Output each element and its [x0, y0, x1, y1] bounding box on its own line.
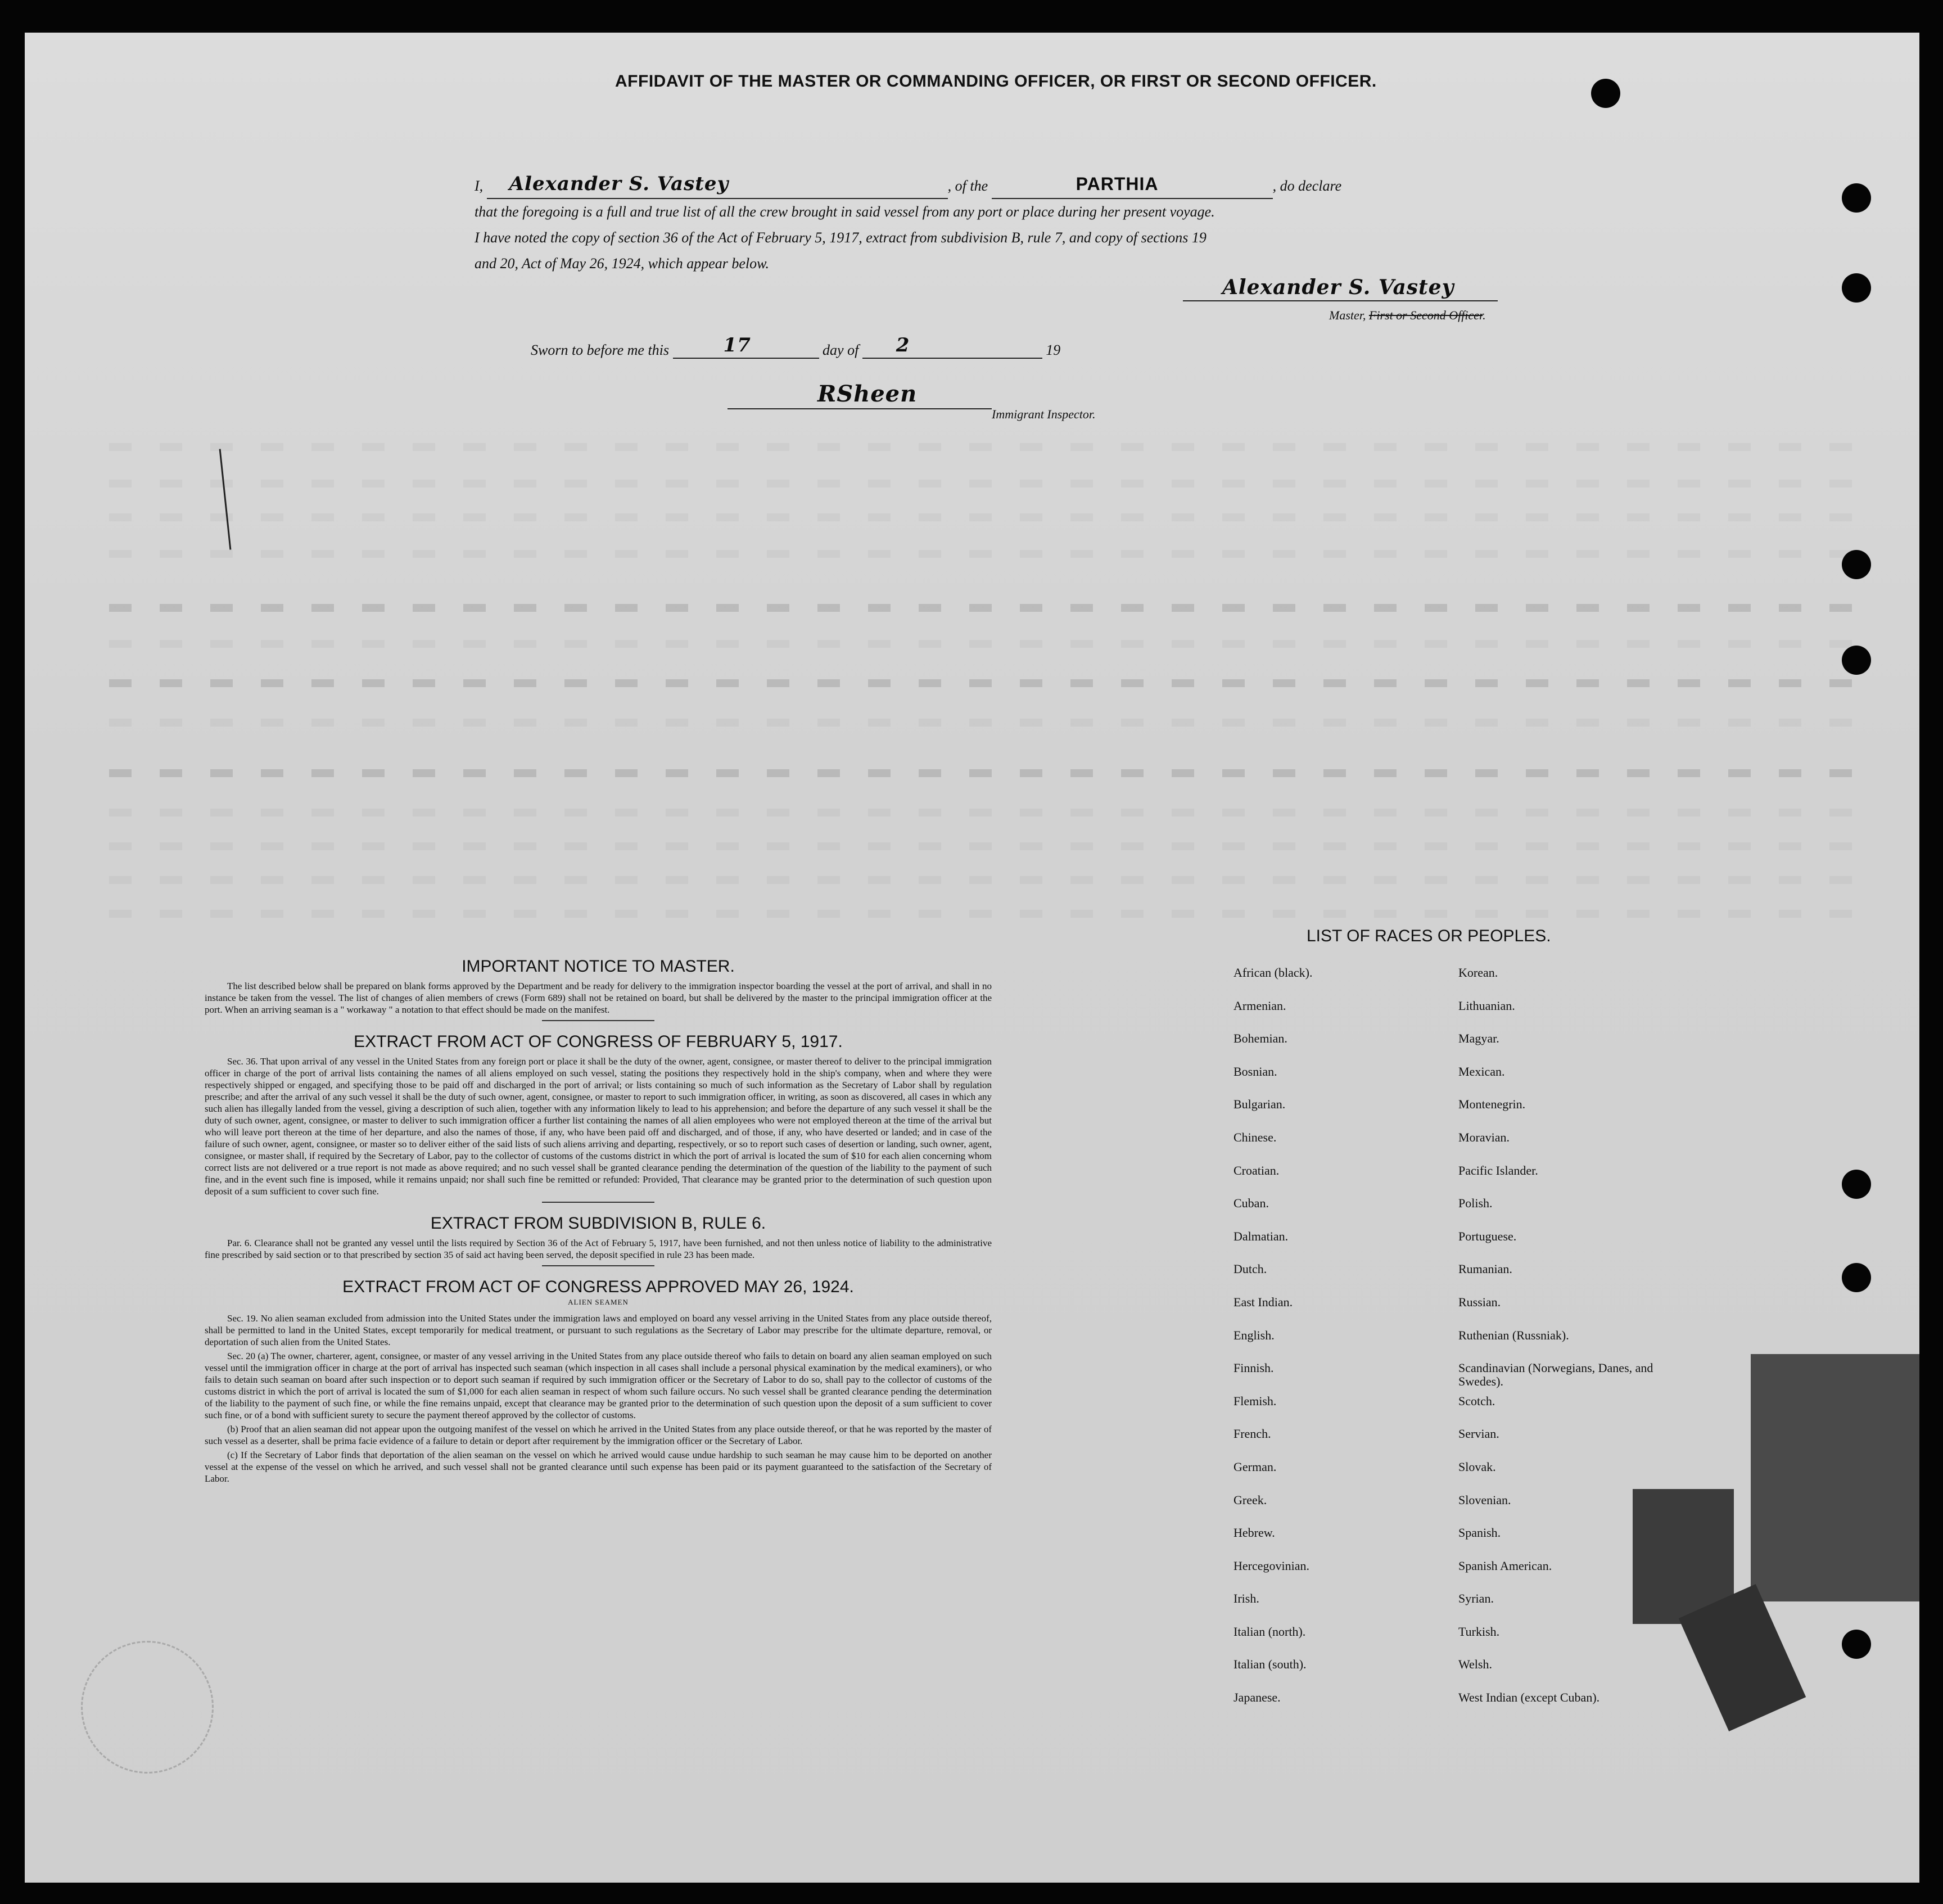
- punch-hole: [1842, 273, 1871, 303]
- race-item: Slovenian.: [1458, 1492, 1511, 1507]
- race-item: Flemish.: [1233, 1393, 1277, 1408]
- race-item: German.: [1233, 1459, 1277, 1474]
- race-item: Lithuanian.: [1458, 998, 1515, 1013]
- master-signature-line: [1183, 269, 1498, 301]
- race-item: Spanish American.: [1458, 1558, 1552, 1573]
- race-item: West Indian (except Cuban).: [1458, 1690, 1600, 1705]
- bleed-through-row: [109, 513, 1852, 521]
- day-field: [673, 334, 819, 359]
- master-name-field: [487, 173, 948, 199]
- day-handwriting: 17: [723, 334, 751, 357]
- race-item: Greek.: [1233, 1492, 1267, 1507]
- affidavit-title: AFFIDAVIT OF THE MASTER OR COMMANDING OFFICER, OR FIRST OR SECOND OFFICER.: [615, 72, 1377, 91]
- day-of-label: day of: [823, 342, 859, 358]
- punch-hole: [1842, 646, 1871, 675]
- divider: [542, 1202, 654, 1203]
- race-item: Italian (south).: [1233, 1657, 1307, 1672]
- sec20a-body: Sec. 20 (a) The owner, charterer, agent, consignee, or master of any vessel arriving in the United States from any place outside thereof who fails to detain on board any alien seaman employed on such vessel until the immigration officer in charge at the port of arrival has inspected such seaman (which inspection in all cases shall include a personal physical examination by the medical examiners), or who fails to detain such seaman on board after such inspection or to deport such seaman if required by such immigration officer or the Secretary of Labor to do so, shall pay to the collector of customs of the customs district in which the port of arrival is located the sum of $1,000 for each alien seaman in respect of whom such failure occurs. No such vessel shall be granted clearance pending the determination of the liability to the payment of such fine, or while the fine remains unpaid, except that clearance may be granted prior to the determination of such question upon the deposit of a sum sufficient to cover such fine, or of a bond with sufficient surety to secure the payment thereof approved by the collector of customs.: [205, 1351, 992, 1420]
- race-item: Korean.: [1458, 965, 1498, 980]
- bleed-through-row: [109, 550, 1852, 558]
- race-item: Scandinavian (Norwegians, Danes, and Swedes).: [1458, 1361, 1653, 1389]
- race-item: Cuban.: [1233, 1196, 1269, 1211]
- punch-hole: [1591, 79, 1620, 108]
- vessel-field: [992, 174, 1273, 199]
- race-item: Scotch.: [1458, 1393, 1495, 1408]
- faint-seal-stamp: [81, 1641, 214, 1774]
- pencil-mark: [219, 449, 232, 549]
- bleed-through-row: [109, 604, 1852, 612]
- affidavit-line-2: that the foregoing is a full and true list of all the crew brought in said vessel from any port or place during her present voyage.: [475, 204, 1215, 220]
- race-item: Bohemian.: [1233, 1031, 1287, 1046]
- punch-hole: [1842, 1630, 1871, 1659]
- race-item: Turkish.: [1458, 1624, 1500, 1639]
- sworn-line: [531, 334, 1061, 359]
- bleed-through-row: [109, 842, 1852, 850]
- punch-hole: [1842, 550, 1871, 579]
- race-item: Bulgarian.: [1233, 1097, 1286, 1112]
- bleed-through-row: [109, 876, 1852, 884]
- master-label: Master, First or Second Officer.: [1329, 308, 1486, 322]
- race-item: Japanese.: [1233, 1690, 1281, 1705]
- bleed-through-row: [109, 480, 1852, 488]
- race-item: French.: [1233, 1427, 1271, 1441]
- race-item: Dutch.: [1233, 1262, 1267, 1276]
- race-item: Mexican.: [1458, 1064, 1505, 1079]
- month-handwriting: 2: [896, 334, 910, 357]
- affidavit-line-3: I have noted the copy of section 36 of the Act of February 5, 1917, extract from subdivision B, rule 7, and copy of sections 19: [475, 229, 1207, 246]
- bleed-through-row: [109, 679, 1852, 687]
- sec20b-body: (b) Proof that an alien seaman did not appear upon the outgoing manifest of the vessel on which he arrived in the United States from any place outside thereof, or that he was reported by the master of such vessel as a deserter, shall be prima facie evidence of a failure to detain or deport after requirement by the immigration officer or the Secretary of Labor.: [205, 1424, 992, 1446]
- do-declare-label: , do declare: [1272, 178, 1342, 194]
- race-item: Croatian.: [1233, 1163, 1280, 1177]
- document-page: [25, 33, 1919, 1883]
- race-item: Polish.: [1458, 1196, 1493, 1211]
- divider: [542, 1020, 654, 1021]
- race-item: Spanish.: [1458, 1526, 1501, 1540]
- race-item: Pacific Islander.: [1458, 1163, 1538, 1177]
- extract-1924-title: EXTRACT FROM ACT OF CONGRESS APPROVED MAY 26, 1924.: [342, 1278, 854, 1296]
- race-item: Irish.: [1233, 1591, 1259, 1606]
- race-item: Finnish.: [1233, 1361, 1274, 1375]
- divider: [542, 1265, 654, 1266]
- notice-title: IMPORTANT NOTICE TO MASTER.: [462, 957, 735, 976]
- race-item: Hercegovinian.: [1233, 1558, 1309, 1573]
- important-notice: [205, 957, 992, 1487]
- race-item: Welsh.: [1458, 1657, 1492, 1672]
- race-item: Italian (north).: [1233, 1624, 1306, 1639]
- race-item: African (black).: [1233, 965, 1313, 980]
- extract-1924-subtitle: ALIEN SEAMEN: [568, 1298, 629, 1306]
- struck-officer-label: First or Second Officer: [1368, 308, 1483, 322]
- races-column-1: [1233, 966, 1470, 1724]
- sec20c-body: (c) If the Secretary of Labor finds that deportation of the alien seaman on the vessel on which he arrived would cause undue hardship to such seaman he may cause him to be deported on another vessel at the expense of the vessel on which he arrived, and such vessel shall not be granted clearance until such expense has been paid or its payment guaranteed to the satisfaction of the Secretary of Labor.: [205, 1450, 992, 1484]
- race-item: English.: [1233, 1328, 1275, 1342]
- race-item: Bosnian.: [1233, 1064, 1277, 1079]
- punch-hole: [1842, 1170, 1871, 1199]
- affidavit-i: I,: [475, 178, 484, 194]
- extract-1917-title: EXTRACT FROM ACT OF CONGRESS OF FEBRUARY 5, 1917.: [354, 1032, 843, 1051]
- extract-rule6-body: Par. 6. Clearance shall not be granted any vessel until the lists required by Section 36 of the Act of February 5, 1917, have been furnished, and not then unless notice of liability to the administrative fine prescribed by said section or to that prescribed by section 35 of said act having been served, the deposit specified in rule 23 has been made.: [205, 1238, 992, 1260]
- bleed-through-row: [109, 443, 1852, 451]
- year-prefix: 19: [1046, 342, 1061, 358]
- inspector-signature: RSheen: [817, 381, 918, 407]
- race-item: Moravian.: [1458, 1130, 1510, 1144]
- bleed-through-row: [109, 719, 1852, 727]
- month-field: [862, 334, 1042, 359]
- sec19-body: Sec. 19. No alien seaman excluded from admission into the United States under the immigration laws and employed on board any vessel arriving in the United States from any place outside thereof, shall be permitted to land in the United States, except temporarily for medical treatment, or pursuant to such regulations as the Secretary of Labor may prescribe for the ultimate departure, removal, or deportation of such alien from the United States.: [205, 1313, 992, 1347]
- race-item: Dalmatian.: [1233, 1229, 1289, 1243]
- race-item: Syrian.: [1458, 1591, 1494, 1606]
- race-item: Servian.: [1458, 1427, 1499, 1441]
- master-name-handwriting: Alexander S. Vastey: [509, 173, 729, 195]
- master-label-text: Master,: [1329, 308, 1366, 322]
- extract-1917-body: Sec. 36. That upon arrival of any vessel in the United States from any foreign port or place it shall be the duty of the owner, agent, consignee, or master thereof to deliver to the principal immigration officer in charge of the port of arrival lists containing the names of all aliens employed on such vessel, stating the positions they respectively hold in the ship's company, when and where they were respectively shipped or engaged, and specifying those to be paid off and discharged in the port of arrival; or lists containing so much of such information as the Secretary of Labor shall by regulation prescribe; and after the arrival of any such vessel it shall be the duty of such owner, agent, consignee, or master to report to such immigration officer, in writing, as soon as discovered, all cases in which any such alien has illegally landed from the vessel, giving a description of such alien, together with any information likely to lead to his apprehension; and before the departure of any such vessel it shall be the duty of such owner, agent, consignee, or master to deliver to such immigration officer a further list containing the names of all alien employees who were not employed thereon at the time of the arrival but who will leave port thereon at the time of her departure, and also the names of those, if any, who have been paid off and discharged, and of those, if any, who have deserted or landed; and in case of the failure of such owner, agent, consignee, or master so to deliver either of the said lists of such aliens arriving and departing, respectively, or so to report such cases of desertion or landing, such owner, agent, consignee, or master shall, if required by the Secretary of Labor, pay to the collector of customs of the customs district in which the port of arrival is located the sum of $10 for each alien concerning whom correct lists are not delivered or a true report is not made as above required; and no such vessel shall be granted clearance pending the determination of the question of the liability to the payment of such fine, and in the event such fine is imposed, while it remains unpaid; nor shall such fine be remitted or refunded: Provided, That clearance may be granted prior to the determination of such question upon deposit of a sum sufficient to cover such fine.: [205, 1056, 992, 1197]
- vessel-name: PARTHIA: [1076, 174, 1159, 194]
- race-item: Armenian.: [1233, 998, 1286, 1013]
- punch-hole: [1842, 183, 1871, 213]
- race-item: Ruthenian (Russniak).: [1458, 1328, 1569, 1342]
- inspector-label: Immigrant Inspector.: [992, 407, 1096, 421]
- race-item: Hebrew.: [1233, 1526, 1275, 1540]
- race-item: Rumanian.: [1458, 1262, 1512, 1276]
- bleed-through-row: [109, 769, 1852, 777]
- race-item: Magyar.: [1458, 1031, 1499, 1046]
- bleed-through-row: [109, 640, 1852, 648]
- race-item: Montenegrin.: [1458, 1097, 1526, 1112]
- affidavit-body: [475, 173, 1543, 277]
- affidavit-line-1: [475, 173, 1543, 199]
- races-title: LIST OF RACES OR PEOPLES.: [1307, 927, 1551, 945]
- bleed-through-row: [109, 809, 1852, 816]
- race-item: Portuguese.: [1458, 1229, 1517, 1243]
- race-item: Russian.: [1458, 1294, 1501, 1309]
- of-the-label: , of the: [947, 178, 988, 194]
- affidavit-line-4: and 20, Act of May 26, 1924, which appear below.: [475, 255, 770, 272]
- master-signature: Alexander S. Vastey: [1222, 276, 1454, 299]
- tape-patch: [1751, 1354, 1919, 1601]
- sworn-label: Sworn to before me this: [531, 342, 670, 358]
- inspector-signature-line: [728, 377, 992, 409]
- punch-hole: [1842, 1263, 1871, 1292]
- notice-body: The list described below shall be prepared on blank forms approved by the Department and be ready for delivery to the immigration inspector boarding the vessel at the port of arrival, and shall in no instance be taken from the vessel. The list of changes of alien members of crews (Form 689) shall not be retained on board, but shall be delivered by the master to the principal immigration officer at the port. When an arriving seaman is a " workaway " a notation to that effect should be made on the manifest.: [205, 981, 992, 1015]
- race-item: Slovak.: [1458, 1459, 1496, 1474]
- bleed-through-row: [109, 910, 1852, 918]
- race-item: Chinese.: [1233, 1130, 1277, 1144]
- extract-rule6-title: EXTRACT FROM SUBDIVISION B, RULE 6.: [430, 1214, 766, 1233]
- race-item: East Indian.: [1233, 1294, 1293, 1309]
